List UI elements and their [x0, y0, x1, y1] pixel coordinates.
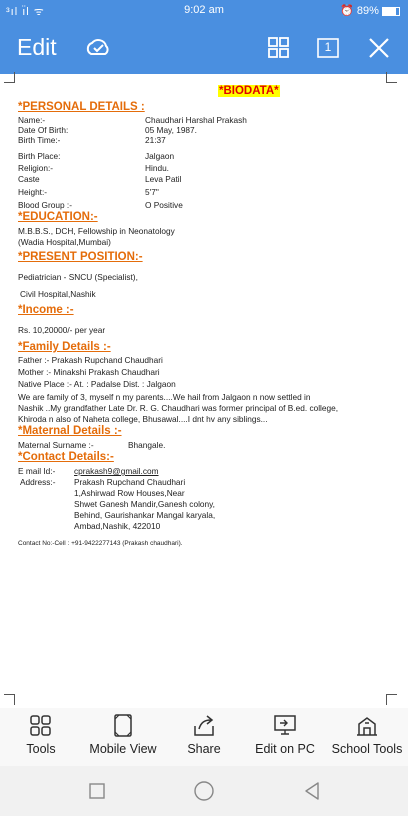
- page-corner-mark: [386, 72, 397, 83]
- grid-view-icon[interactable]: [265, 34, 293, 62]
- recent-apps-icon[interactable]: [88, 782, 106, 800]
- family-line: Khiroda n also of Naheta college, Bhusawal....I dnt hv any siblings...: [18, 414, 268, 424]
- bottom-toolbar: [0, 708, 408, 766]
- document-page[interactable]: [8, 74, 400, 706]
- status-bar: [0, 0, 408, 22]
- religion-value: Hindu.: [145, 163, 169, 173]
- dob-value: 05 May, 1987.: [145, 125, 197, 135]
- share-label: Share: [187, 742, 221, 756]
- religion-key: Religion:-: [18, 163, 54, 173]
- page-indicator-button[interactable]: [314, 34, 342, 62]
- position-line: Pediatrician - SNCU (Specialist),: [18, 272, 138, 282]
- maternal-surname-key: Maternal Surname :-: [18, 440, 94, 450]
- alarm-icon: ⏰: [340, 5, 354, 17]
- save-check-icon[interactable]: [84, 34, 112, 62]
- signal-indicator: ³ıl ı̈l ᯤ: [6, 6, 45, 18]
- edit-on-pc-label: Edit on PC: [255, 742, 315, 756]
- maternal-surname-value: Bhangale.: [128, 440, 166, 450]
- edit-title: Edit: [17, 34, 57, 60]
- monitor-icon: [272, 714, 298, 738]
- address-line: 1,Ashirwad Row Houses,Near: [74, 488, 185, 498]
- caste-key: Caste: [18, 174, 40, 184]
- birth-time-value: 21:37: [145, 135, 166, 145]
- personal-details-heading: *PERSONAL DETAILS :: [18, 101, 145, 113]
- battery-indicator: [340, 4, 400, 17]
- share-icon: [191, 714, 217, 738]
- maternal-details-heading: *Maternal Details :-: [18, 425, 122, 437]
- blood-group-value: O Positive: [145, 200, 183, 210]
- birth-place-value: Jalgaon: [145, 151, 175, 161]
- mobile-view-label: Mobile View: [89, 742, 157, 756]
- address-line: Behind, Gaurishankar Mangal karyala,: [74, 510, 216, 520]
- contact-details-heading: *Contact Details:-: [18, 451, 114, 463]
- page-number: 1: [324, 40, 332, 54]
- address-key: Address:-: [20, 477, 56, 487]
- share-button[interactable]: [182, 714, 226, 756]
- contact-number: Contact No:-Cell : +91-9422277143 (Prakash chaudhari).: [18, 540, 183, 547]
- address-line: Ambad,Nashik, 422010: [74, 521, 161, 531]
- address-line: Shwet Ganesh Mandir,Ganesh colony,: [74, 499, 215, 509]
- position-line: Civil Hospital,Nashik: [20, 289, 96, 299]
- income-value: Rs. 10,20000/- per year: [18, 325, 106, 335]
- blood-group-key: Blood Group :-: [18, 200, 72, 210]
- mobile-view-icon: [110, 714, 136, 738]
- family-line: Nashik ..My grandfather Late Dr. R. G. Chaudhari was former principal of B.ed. college,: [18, 403, 339, 413]
- family-line: We are family of 3, myself n my parents....We hail from Jalgaon n now settled in: [18, 392, 311, 402]
- address-line: Prakash Rupchand Chaudhari: [74, 477, 186, 487]
- battery-percent: 89%: [356, 5, 379, 17]
- app-bar: [0, 22, 408, 74]
- email-link[interactable]: cprakash9@gmail.com: [74, 466, 159, 476]
- tools-label: Tools: [26, 742, 56, 756]
- height-key: Height:-: [18, 187, 48, 197]
- present-position-heading: *PRESENT POSITION:-: [18, 251, 143, 263]
- page-corner-mark: [4, 694, 15, 705]
- family-details-heading: *Family Details :-: [18, 341, 111, 353]
- back-icon[interactable]: [302, 781, 322, 801]
- birth-time-key: Birth Time:-: [18, 135, 61, 145]
- home-icon[interactable]: [193, 780, 215, 802]
- education-line: (Wadia Hospital,Mumbai): [18, 237, 111, 247]
- system-nav-bar: [0, 766, 408, 816]
- name-value: Chaudhari Harshal Prakash: [145, 115, 247, 125]
- family-line: Mother :- Minakshi Prakash Chaudhari: [18, 367, 160, 377]
- birth-place-key: Birth Place:: [18, 151, 61, 161]
- page-corner-mark: [4, 72, 15, 83]
- biodata-heading: *BIODATA*: [219, 85, 279, 97]
- dob-key: Date Of Birth:: [18, 125, 69, 135]
- clock: 9:02 am: [184, 4, 224, 16]
- tools-button[interactable]: [18, 714, 64, 756]
- close-icon[interactable]: [365, 34, 393, 62]
- education-line: M.B.B.S., DCH, Fellowship in Neonatology: [18, 226, 175, 236]
- family-line: Native Place :- At. : Padalse Dist. : Jalgaon: [18, 379, 176, 389]
- battery-icon: [382, 7, 400, 16]
- family-line: Father :- Prakash Rupchand Chaudhari: [18, 355, 163, 365]
- email-key: E mail Id:-: [18, 466, 56, 476]
- tools-icon: [28, 714, 54, 738]
- mobile-view-button[interactable]: [86, 714, 160, 756]
- school-tools-label: School Tools: [331, 742, 403, 756]
- caste-value: Leva Patil: [145, 174, 182, 184]
- height-value: 5'7": [145, 187, 159, 197]
- income-heading: *Income :-: [18, 304, 74, 316]
- school-tools-button[interactable]: [328, 714, 406, 756]
- page-corner-mark: [386, 694, 397, 705]
- school-icon: [354, 714, 380, 738]
- education-heading: *EDUCATION:-: [18, 211, 98, 223]
- edit-on-pc-button[interactable]: [252, 714, 318, 756]
- name-key: Name:-: [18, 115, 46, 125]
